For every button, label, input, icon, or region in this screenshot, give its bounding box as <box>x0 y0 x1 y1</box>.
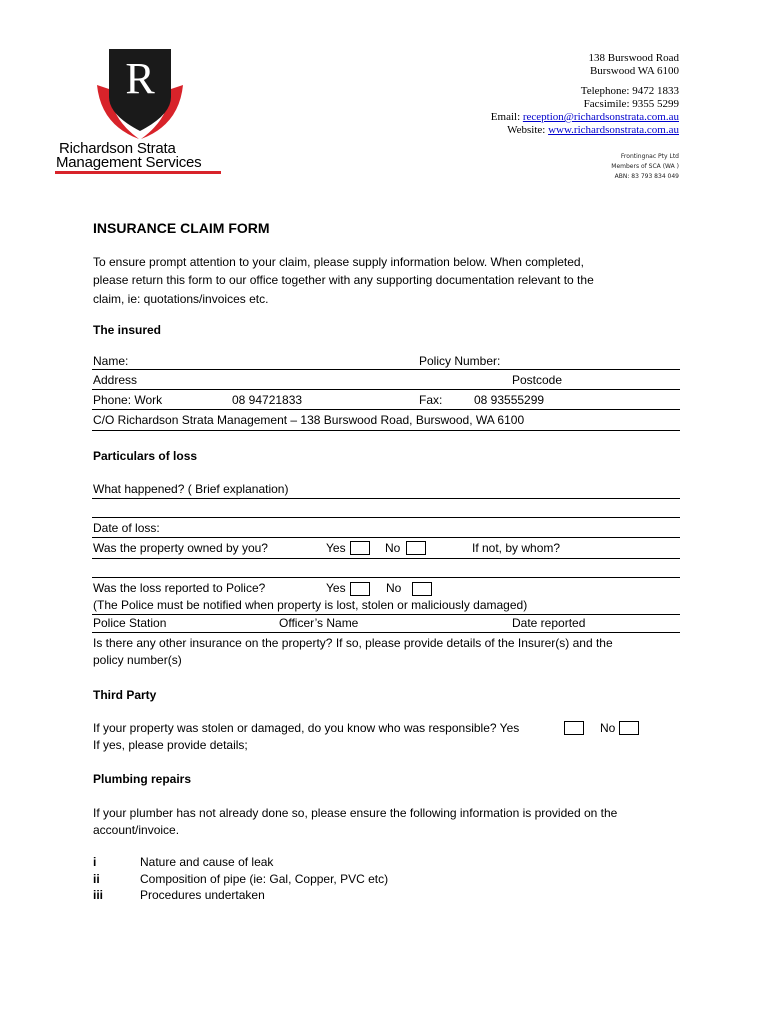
plumbing-item-text-1: Nature and cause of leak <box>140 855 274 869</box>
owned-yes-label: Yes <box>326 541 346 555</box>
by-whom-label: If not, by whom? <box>472 541 561 555</box>
postcode-label: Postcode <box>512 373 563 387</box>
police-station-label: Police Station <box>93 616 167 630</box>
police-yes-checkbox[interactable] <box>350 582 370 596</box>
other-insurance-line1: Is there any other insurance on the property? If so, please provide details of the Insurer(s) and the <box>93 636 613 650</box>
plumbing-heading: Plumbing repairs <box>93 772 192 786</box>
owned-no-checkbox[interactable] <box>406 541 426 555</box>
company-name-line1: Richardson Strata <box>59 140 176 157</box>
plumbing-item-text-2: Composition of pipe (ie: Gal, Copper, PVC etc) <box>140 872 389 886</box>
owned-rule <box>92 558 680 559</box>
police-no-label: No <box>386 581 402 595</box>
date-rule <box>92 537 680 538</box>
loss-heading: Particulars of loss <box>93 449 198 463</box>
entity-members: Members of SCA (WA ) <box>611 163 679 170</box>
company-logo <box>55 45 225 177</box>
insured-heading: The insured <box>93 323 162 337</box>
plumbing-item-text-3: Procedures undertaken <box>140 888 265 902</box>
entity-abn: ABN: 83 793 834 049 <box>614 173 679 180</box>
plumbing-line1: If your plumber has not already done so, please ensure the following information is provided on the <box>93 806 618 820</box>
logo-underline <box>55 171 221 174</box>
owned-no-label: No <box>385 541 401 555</box>
third-party-no-checkbox[interactable] <box>619 721 639 735</box>
date-of-loss-label: Date of loss: <box>93 521 160 535</box>
intro-line3: claim, ie: quotations/invoices etc. <box>93 292 269 306</box>
plumbing-item-num-2: ii <box>93 872 100 886</box>
police-station-rule <box>92 632 680 633</box>
name-label: Name: <box>93 354 129 368</box>
phone-rule <box>92 409 680 410</box>
third-party-heading: Third Party <box>93 688 157 702</box>
what-happened-rule <box>92 498 680 499</box>
address-email-row <box>491 111 679 124</box>
logo-letter: R <box>125 54 155 103</box>
policy-number-label: Policy Number: <box>419 354 501 368</box>
intro-line2: please return this form to our office together with any supporting documentation relevant to the <box>93 273 594 287</box>
website-link[interactable]: www.richardsonstrata.com.au <box>548 124 679 136</box>
form-title: INSURANCE CLAIM FORM <box>93 220 270 236</box>
company-name-line2: Management Services <box>56 154 202 171</box>
phone-work-value: 08 94721833 <box>232 393 303 407</box>
phone-work-label: Phone: Work <box>93 393 163 407</box>
address-telephone: Telephone: 9472 1833 <box>580 85 679 97</box>
address-website-row <box>507 124 679 137</box>
explanation-rule <box>92 517 680 518</box>
co-address: C/O Richardson Strata Management – 138 Burswood Road, Burswood, WA 6100 <box>93 413 525 427</box>
name-rule <box>92 369 680 370</box>
email-link[interactable]: reception@richardsonstrata.com.au <box>522 111 679 123</box>
police-note: (The Police must be notified when property is lost, stolen or maliciously damaged) <box>93 598 528 612</box>
owned-question: Was the property owned by you? <box>93 541 268 555</box>
website-label: Website: <box>507 124 549 136</box>
plumbing-item-num-3: iii <box>93 888 104 902</box>
third-party-question: If your property was stolen or damaged, do you know who was responsible? Yes <box>93 721 520 735</box>
fax-value: 08 93555299 <box>474 393 545 407</box>
by-whom-rule <box>92 577 680 578</box>
plumbing-line2: account/invoice. <box>93 823 180 837</box>
police-note-rule <box>92 614 680 615</box>
third-party-yes-checkbox[interactable] <box>564 721 584 735</box>
police-yes-label: Yes <box>326 581 346 595</box>
address-street: 138 Burswood Road <box>588 52 679 64</box>
owned-yes-checkbox[interactable] <box>350 541 370 555</box>
police-question: Was the loss reported to Police? <box>93 581 266 595</box>
other-insurance-line2: policy number(s) <box>93 653 182 667</box>
police-no-checkbox[interactable] <box>412 582 432 596</box>
fax-label: Fax: <box>419 393 443 407</box>
address-rule <box>92 389 680 390</box>
co-rule <box>92 430 680 431</box>
email-label: Email: <box>490 111 523 123</box>
officer-name-label: Officer’s Name <box>279 616 359 630</box>
entity-name: Frontingnac Pty Ltd <box>620 153 679 160</box>
plumbing-item-num-1: i <box>93 855 97 869</box>
address-facsimile: Facsimile: 9355 5299 <box>583 98 679 110</box>
address-suburb: Burswood WA 6100 <box>589 65 679 77</box>
third-party-details: If yes, please provide details; <box>93 738 248 752</box>
what-happened-label: What happened? ( Brief explanation) <box>93 482 289 496</box>
third-party-no-label: No <box>600 721 616 735</box>
logo-shield-icon <box>95 45 185 140</box>
address-label: Address <box>93 373 138 387</box>
intro-line1: To ensure prompt attention to your claim, please supply information below. When completed, <box>93 255 584 269</box>
date-reported-label: Date reported <box>512 616 586 630</box>
